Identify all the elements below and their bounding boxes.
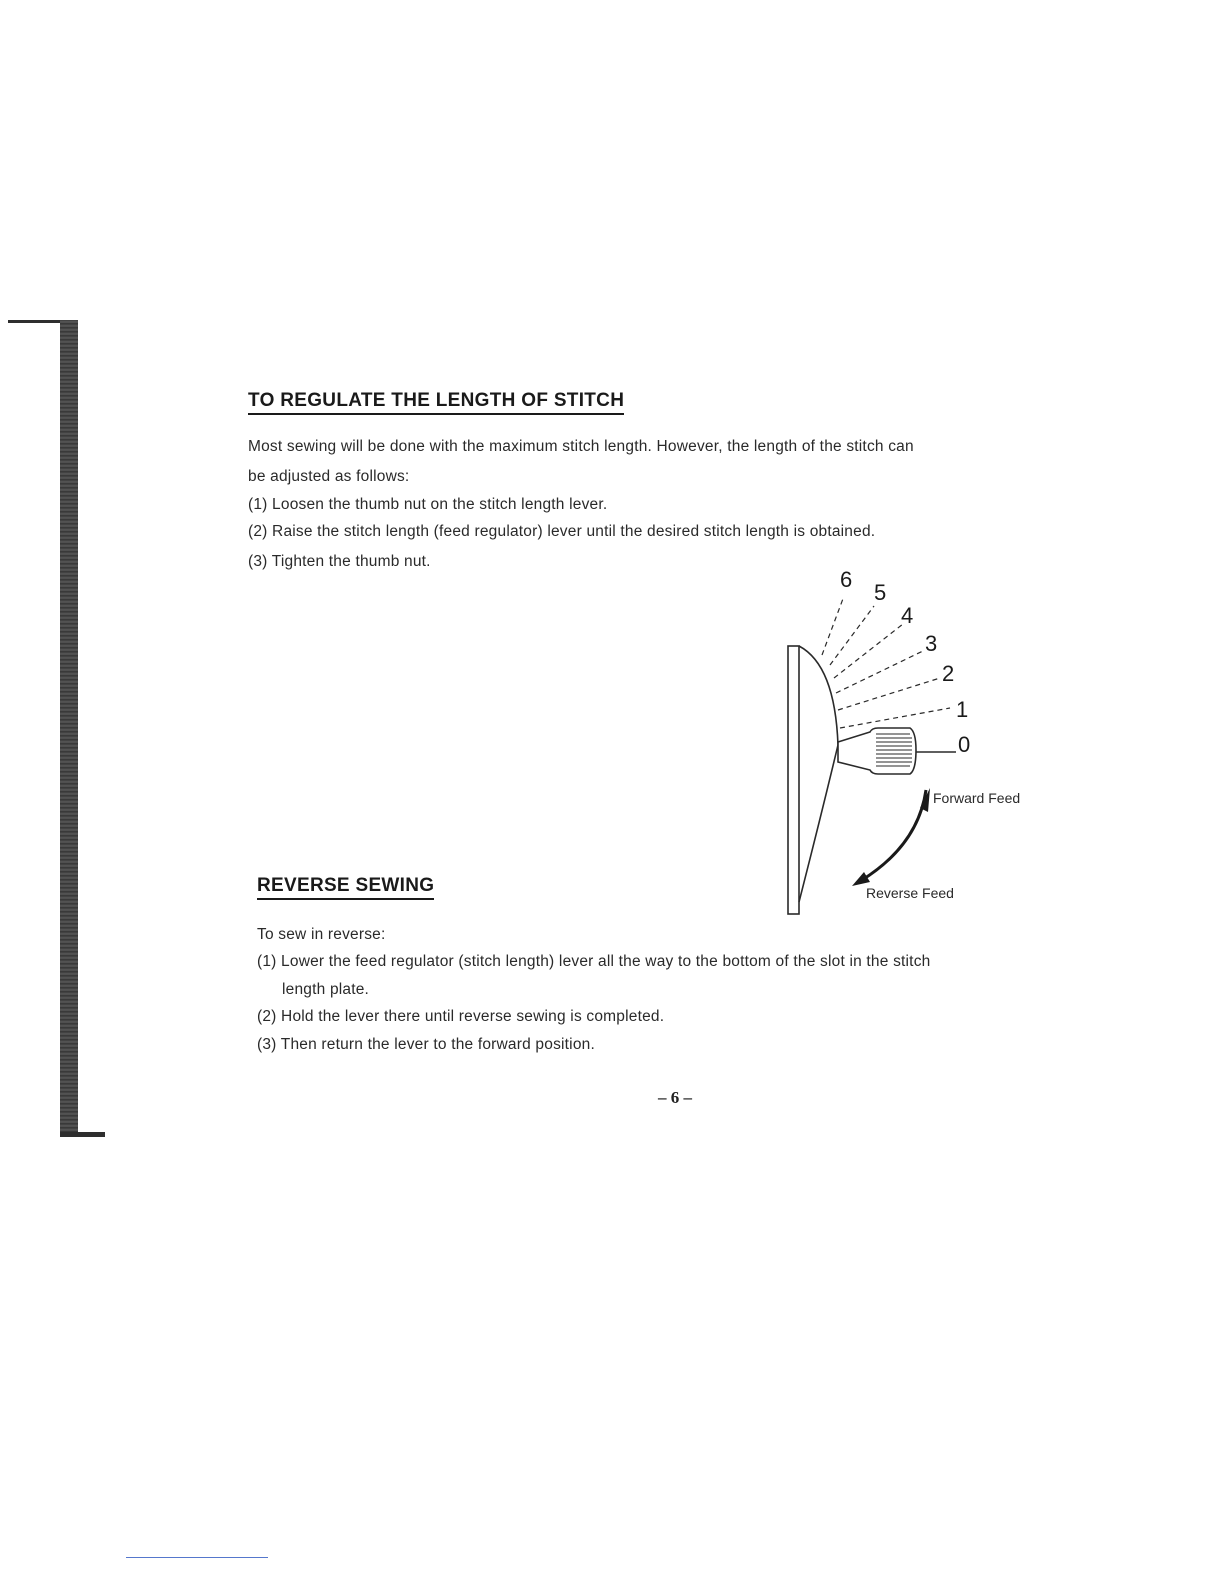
binding-edge-top bbox=[8, 320, 63, 323]
stitch-length-lever-diagram bbox=[760, 560, 1050, 920]
reverse-sewing-step-1-line2: length plate. bbox=[282, 981, 370, 998]
guide-line-4 bbox=[834, 624, 903, 678]
scale-number-5: 5 bbox=[874, 580, 887, 605]
stitch-length-step-3: (3) Tighten the thumb nut. bbox=[248, 553, 431, 570]
reverse-sewing-step-3: (3) Then return the lever to the forward position. bbox=[257, 1036, 595, 1053]
stitch-length-step-2: (2) Raise the stitch length (feed regulator) lever until the desired stitch length is obtained. bbox=[248, 523, 876, 540]
reverse-sewing-heading: REVERSE SEWING bbox=[257, 875, 434, 900]
reverse-sewing-step-2: (2) Hold the lever there until reverse sewing is completed. bbox=[257, 1008, 665, 1025]
stitch-length-heading: TO REGULATE THE LENGTH OF STITCH bbox=[248, 390, 624, 415]
thumb-nut bbox=[838, 728, 916, 774]
slot-plate bbox=[788, 646, 799, 914]
guide-line-6 bbox=[822, 596, 844, 655]
binding-edge-foot bbox=[60, 1132, 105, 1137]
bottom-rule bbox=[126, 1557, 268, 1558]
scale-number-1: 1 bbox=[956, 697, 969, 722]
guide-line-1 bbox=[840, 708, 950, 728]
guide-line-2 bbox=[838, 678, 940, 710]
scale-guide-lines bbox=[822, 596, 950, 728]
stitch-length-step-1: (1) Loosen the thumb nut on the stitch length lever. bbox=[248, 496, 608, 513]
reverse-arrowhead bbox=[852, 872, 870, 886]
scale-number-4: 4 bbox=[901, 603, 914, 628]
binding-edge bbox=[60, 320, 78, 1135]
forward-feed-label: Forward Feed bbox=[933, 790, 1021, 806]
feed-direction-arrow bbox=[862, 790, 926, 880]
lever-plate-curve bbox=[799, 646, 838, 902]
scale-number-2: 2 bbox=[942, 661, 955, 686]
page-number: – 6 – bbox=[658, 1088, 692, 1107]
reverse-feed-label: Reverse Feed bbox=[866, 885, 954, 901]
scale-number-3: 3 bbox=[925, 631, 938, 656]
stitch-length-intro-line2: be adjusted as follows: bbox=[248, 468, 410, 485]
scale-number-6: 6 bbox=[840, 567, 853, 592]
scale-number-0: 0 bbox=[958, 732, 971, 757]
reverse-sewing-step-1-line1: (1) Lower the feed regulator (stitch length) lever all the way to the bottom of the slot in the stitch bbox=[257, 953, 931, 970]
reverse-sewing-intro: To sew in reverse: bbox=[257, 926, 386, 943]
stitch-length-intro-line1: Most sewing will be done with the maximum stitch length. However, the length of the stitch can bbox=[248, 438, 914, 455]
guide-line-5 bbox=[830, 606, 874, 665]
guide-line-3 bbox=[836, 650, 925, 693]
